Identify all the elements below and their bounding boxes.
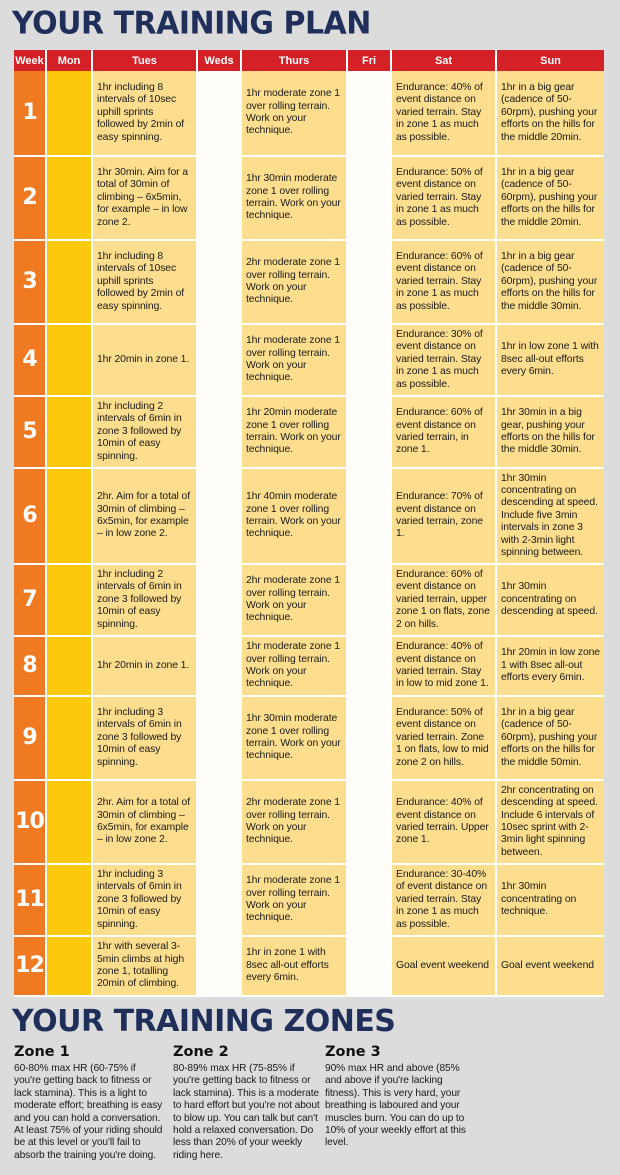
table-row [14, 397, 604, 469]
zone-name: Zone 1 [14, 1044, 70, 1060]
sun-cell: 1hr in low zone 1 with 8sec all-out efforts every 6min. [497, 325, 604, 397]
sat-cell: Endurance: 60% of event distance on varied terrain, in zone 1. [392, 397, 497, 469]
fri-cell [348, 865, 392, 937]
thurs-cell: 1hr 20min moderate zone 1 over rolling terrain. Work on your technique. [242, 397, 348, 469]
fri-cell [348, 565, 392, 637]
mon-cell [47, 865, 93, 937]
fri-cell [348, 469, 392, 565]
sun-cell: 1hr 30min in a big gear, pushing your efforts on the hills for the middle 30min. [497, 397, 604, 469]
mon-cell [47, 637, 93, 697]
weds-cell [198, 781, 242, 865]
zone-description: 80-89% max HR (75-85% if you're getting back to fitness or lack stamina). This is a moderate to hard effort but you're not about to blow up. You can talk but can't hold a relaxed conversation. Do less than 20% of your weekly riding here. [173, 1063, 320, 1161]
table-row [14, 565, 604, 637]
zone-2 [173, 1044, 323, 1162]
week-number-cell: 3 [14, 241, 47, 325]
tues-cell: 1hr with several 3-5min climbs at high zone 1, totalling 20min of climbing. [93, 937, 198, 997]
table-row [14, 241, 604, 325]
table-body [14, 71, 604, 997]
sat-cell: Endurance: 50% of event distance on varied terrain. Stay in zone 1 as much as possible. [392, 157, 497, 241]
week-number-cell: 12 [14, 937, 47, 997]
week-number-cell: 7 [14, 565, 47, 637]
sun-cell: 1hr 30min concentrating on descending at speed. [497, 565, 604, 637]
zone-3 [325, 1044, 475, 1150]
tues-cell: 1hr including 8 intervals of 10sec uphill sprints followed by 2min of easy spinning. [93, 241, 198, 325]
sat-cell: Endurance: 60% of event distance on varied terrain. Stay in zone 1 as much as possible. [392, 241, 497, 325]
sun-cell: 1hr in a big gear (cadence of 50-60rpm), pushing your efforts on the hills for the middle 30min. [497, 241, 604, 325]
tues-cell: 1hr 30min. Aim for a total of 30min of climbing – 6x5min, for example – in low zone 2. [93, 157, 198, 241]
fri-cell [348, 781, 392, 865]
tues-cell: 2hr. Aim for a total of 30min of climbing – 6x5min, for example – in low zone 2. [93, 781, 198, 865]
thurs-cell: 1hr in zone 1 with 8sec all-out efforts every 6min. [242, 937, 348, 997]
weds-cell [198, 469, 242, 565]
table-row [14, 469, 604, 565]
week-number-cell: 2 [14, 157, 47, 241]
week-number-cell: 6 [14, 469, 47, 565]
fri-cell [348, 397, 392, 469]
week-number-cell: 5 [14, 397, 47, 469]
table-row [14, 697, 604, 781]
fri-cell [348, 325, 392, 397]
header-fri: Fri [348, 50, 392, 71]
sat-cell: Endurance: 40% of event distance on varied terrain. Stay in zone 1 as much as possible. [392, 71, 497, 157]
table-header-row [14, 50, 604, 71]
table-row [14, 71, 604, 157]
week-number-cell: 9 [14, 697, 47, 781]
sun-cell: 1hr in a big gear (cadence of 50-60rpm), pushing your efforts on the hills for the middle 20min. [497, 157, 604, 241]
tues-cell: 1hr including 3 intervals of 6min in zone 3 followed by 10min of easy spinning. [93, 697, 198, 781]
thurs-cell: 1hr moderate zone 1 over rolling terrain. Work on your technique. [242, 637, 348, 697]
thurs-cell: 1hr 30min moderate zone 1 over rolling terrain. Work on your technique. [242, 697, 348, 781]
header-sat: Sat [392, 50, 497, 71]
sun-cell: 1hr in a big gear (cadence of 50-60rpm), pushing your efforts on the hills for the middle 20min. [497, 71, 604, 157]
mon-cell [47, 469, 93, 565]
header-sun: Sun [497, 50, 604, 71]
sun-cell: 1hr 20min in low zone 1 with 8sec all-out efforts every 6min. [497, 637, 604, 697]
thurs-cell: 2hr moderate zone 1 over rolling terrain. Work on your technique. [242, 241, 348, 325]
thurs-cell: 1hr 40min moderate zone 1 over rolling terrain. Work on your technique. [242, 469, 348, 565]
table-row [14, 157, 604, 241]
tues-cell: 1hr including 2 intervals of 6min in zone 3 followed by 10min of easy spinning. [93, 397, 198, 469]
header-week: Week [14, 50, 47, 71]
table-row [14, 325, 604, 397]
mon-cell [47, 397, 93, 469]
sat-cell: Endurance: 50% of event distance on varied terrain. Zone 1 on flats, low to mid zone 2 on hills. [392, 697, 497, 781]
week-number-cell: 11 [14, 865, 47, 937]
fri-cell [348, 937, 392, 997]
zone-name: Zone 2 [173, 1044, 229, 1060]
sat-cell: Endurance: 70% of event distance on varied terrain, zone 1. [392, 469, 497, 565]
week-number-cell: 10 [14, 781, 47, 865]
sat-cell: Endurance: 40% of event distance on varied terrain. Stay in low to mid zone 1. [392, 637, 497, 697]
weds-cell [198, 565, 242, 637]
weds-cell [198, 865, 242, 937]
mon-cell [47, 697, 93, 781]
training-plan-table [14, 50, 604, 997]
table-row [14, 781, 604, 865]
sat-cell: Goal event weekend [392, 937, 497, 997]
tues-cell: 1hr including 2 intervals of 6min in zone 3 followed by 10min of easy spinning. [93, 565, 198, 637]
mon-cell [47, 937, 93, 997]
thurs-cell: 2hr moderate zone 1 over rolling terrain. Work on your technique. [242, 565, 348, 637]
thurs-cell: 1hr moderate zone 1 over rolling terrain. Work on your technique. [242, 865, 348, 937]
tues-cell: 1hr including 3 intervals of 6min in zone 3 followed by 10min of easy spinning. [93, 865, 198, 937]
fri-cell [348, 157, 392, 241]
table-row [14, 865, 604, 937]
fri-cell [348, 241, 392, 325]
weds-cell [198, 697, 242, 781]
sat-cell: Endurance: 30% of event distance on varied terrain. Stay in zone 1 as much as possible. [392, 325, 497, 397]
sun-cell: 1hr in a big gear (cadence of 50-60rpm), pushing your efforts on the hills for the middle 50min. [497, 697, 604, 781]
weds-cell [198, 637, 242, 697]
weds-cell [198, 241, 242, 325]
mon-cell [47, 565, 93, 637]
week-number-cell: 8 [14, 637, 47, 697]
thurs-cell: 1hr moderate zone 1 over rolling terrain. Work on your technique. [242, 325, 348, 397]
table-row [14, 937, 604, 997]
header-tues: Tues [93, 50, 198, 71]
sun-cell: Goal event weekend [497, 937, 604, 997]
tues-cell: 1hr 20min in zone 1. [93, 637, 198, 697]
sat-cell: Endurance: 60% of event distance on varied terrain, upper zone 1 on flats, zone 2 on hills. [392, 565, 497, 637]
mon-cell [47, 71, 93, 157]
sat-cell: Endurance: 30-40% of event distance on varied terrain. Stay in zone 1 as much as possible. [392, 865, 497, 937]
week-number-cell: 1 [14, 71, 47, 157]
tues-cell: 1hr including 8 intervals of 10sec uphill sprints followed by 2min of easy spinning. [93, 71, 198, 157]
zone-name: Zone 3 [325, 1044, 381, 1060]
header-mon: Mon [47, 50, 93, 71]
sun-cell: 1hr 30min concentrating on technique. [497, 865, 604, 937]
fri-cell [348, 637, 392, 697]
sun-cell: 1hr 30min concentrating on descending at speed. Include five 3min intervals in zone 3 with 2-3min light spinning between. [497, 469, 604, 565]
weds-cell [198, 157, 242, 241]
weds-cell [198, 937, 242, 997]
header-thurs: Thurs [242, 50, 348, 71]
table-row [14, 637, 604, 697]
sat-cell: Endurance: 40% of event distance on varied terrain. Upper zone 1. [392, 781, 497, 865]
mon-cell [47, 325, 93, 397]
weds-cell [198, 397, 242, 469]
tues-cell: 1hr 20min in zone 1. [93, 325, 198, 397]
weds-cell [198, 71, 242, 157]
zone-description: 60-80% max HR (60-75% if you're getting back to fitness or lack stamina). This is a light to moderate effort; breathing is easy and you can hold a conversation. At least 75% of your riding should be at this level or you'll fail to absorb the training you're doing. [14, 1063, 163, 1161]
header-weds: Weds [198, 50, 242, 71]
sun-cell: 2hr concentrating on descending at speed. Include 6 intervals of 10sec sprint with 2-3min light spinning between. [497, 781, 604, 865]
zones-title: YOUR TRAINING ZONES [12, 1004, 396, 1039]
thurs-cell: 2hr moderate zone 1 over rolling terrain. Work on your technique. [242, 781, 348, 865]
mon-cell [47, 241, 93, 325]
tues-cell: 2hr. Aim for a total of 30min of climbing – 6x5min, for example – in low zone 2. [93, 469, 198, 565]
fri-cell [348, 697, 392, 781]
weds-cell [198, 325, 242, 397]
mon-cell [47, 157, 93, 241]
mon-cell [47, 781, 93, 865]
zone-1 [14, 1044, 164, 1162]
zone-description: 90% max HR and above (85% and above if you're lacking fitness). This is very hard, your breathing is laboured and your muscles burn. You can do up to 10% of your weekly effort at this level. [325, 1063, 466, 1149]
fri-cell [348, 71, 392, 157]
week-number-cell: 4 [14, 325, 47, 397]
thurs-cell: 1hr moderate zone 1 over rolling terrain. Work on your technique. [242, 71, 348, 157]
plan-title: YOUR TRAINING PLAN [12, 5, 371, 42]
thurs-cell: 1hr 30min moderate zone 1 over rolling terrain. Work on your technique. [242, 157, 348, 241]
